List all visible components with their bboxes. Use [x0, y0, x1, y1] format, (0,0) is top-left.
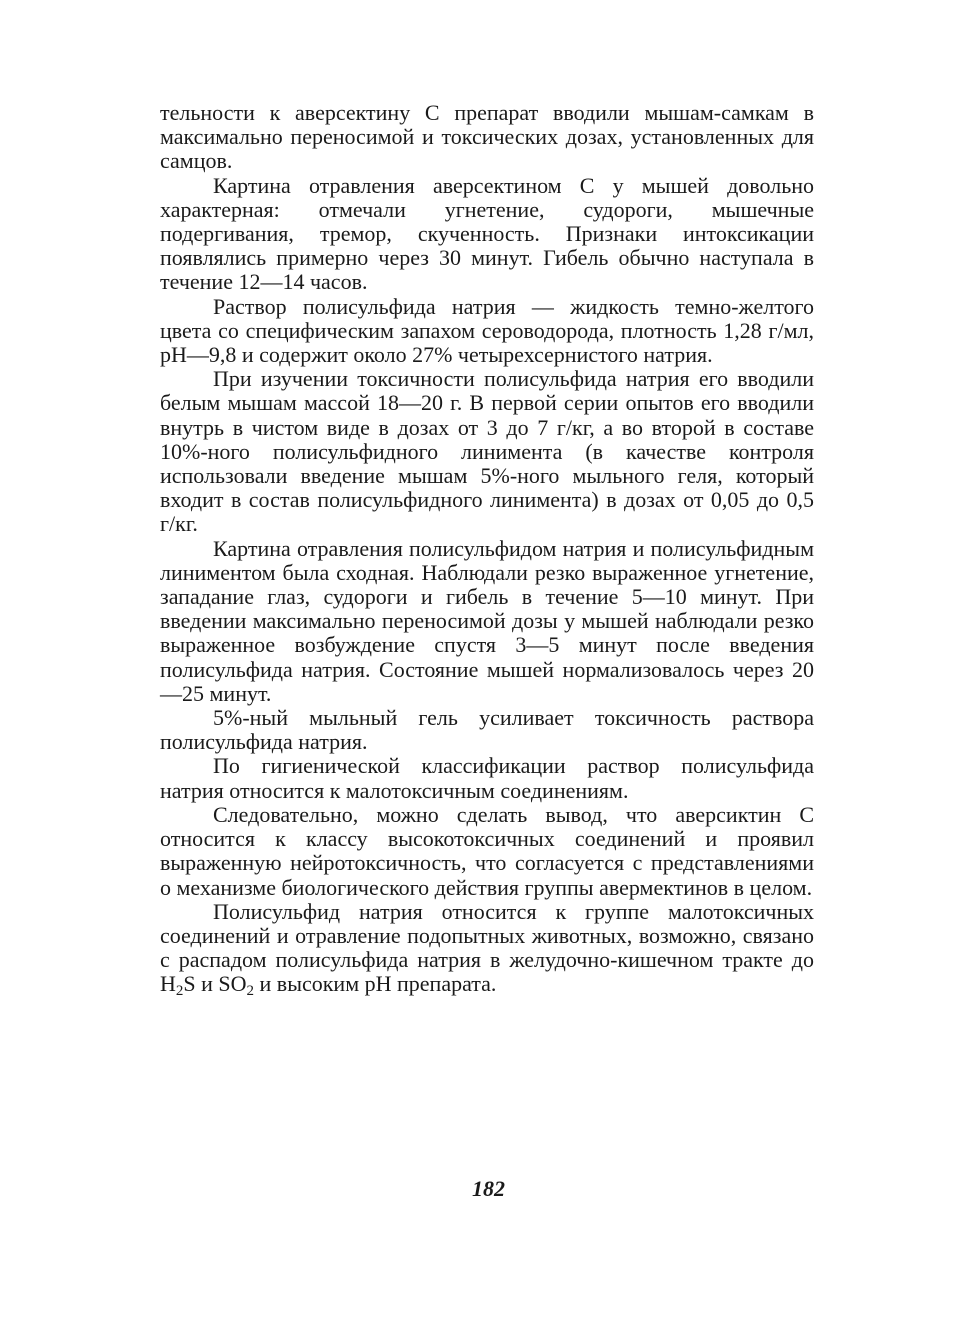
paragraph: При изучении токсичности полисульфида натрия его вводили белым мышам массой 18—20 г. В первой серии опытов его вводили внутрь в чистом виде в дозах от 3 до 7 г/кг, а во второй в составе 10%-ного полисульфидного линимента (в качестве контроля использовали введение мышам 5%-ного мыльного геля, который входит в состав полисульфидного линимента) в дозах от 0,05 до 0,5 г/кг. — [160, 366, 814, 537]
paragraph: Картина отравления аверсектином С у мышей довольно характерная: отмечали угнетение, судороги, мышечные подергивания, тремор, скученность. Признаки интоксикации появлялись примерно через 30 минут. Гибель обычно наступала в течение 12—14 часов. — [160, 172, 814, 295]
paragraph: Картина отравления полисульфидом натрия и полисульфидным линиментом была сходная. Наблюдали резко выраженное угнетение, западание глаз, судороги и гибель в течение 5—10 минут. При введении максимально переносимой дозы у мышей наблюдали резко выраженное возбуждение спустя 3—5 минут после введения полисульфида натрия. Состояние мышей нормализовалось через 20—25 минут. — [160, 535, 814, 706]
paragraph-text: Полисульфид натрия относится к группе малотоксичных соединений и отравление подопытных животных, возможно, связано с распадом полисульфида натрия в желудочно-кишечном тракте до H — [160, 898, 814, 997]
body-text — [160, 100, 814, 1000]
paragraph: 5%-ный мыльный гель усиливает токсичность раствора полисульфида натрия. — [160, 705, 814, 755]
subscript: 2 — [175, 983, 184, 1000]
subscript: 2 — [246, 983, 255, 1000]
paragraph-text: S и SO — [183, 971, 247, 997]
paragraph-final — [160, 898, 814, 1000]
paragraph-text: и высоким рН препарата. — [254, 971, 497, 997]
page-number: 182 — [472, 1176, 505, 1201]
paragraph: Раствор полисульфида натрия — жидкость темно-желтого цвета со специфическим запахом сероводорода, плотность 1,28 г/мл, рН—9,8 и содержит около 27% четырехсернистого натрия. — [160, 293, 814, 368]
paragraph: Следовательно, можно сделать вывод, что аверсиктин С относится к классу высокотоксичных соединений и проявил выраженную нейротоксичность, что согласуется с представлениями о механизме биологического действия группы авермектинов в целом. — [160, 801, 814, 900]
paragraph-continuation: тельности к аверсектину С препарат вводили мышам-самкам в максимально переносимой и токсических дозах, установленных для самцов. — [160, 100, 814, 174]
paragraph: По гигиенической классификации раствор полисульфида натрия относится к малотоксичным соединениям. — [160, 753, 814, 803]
